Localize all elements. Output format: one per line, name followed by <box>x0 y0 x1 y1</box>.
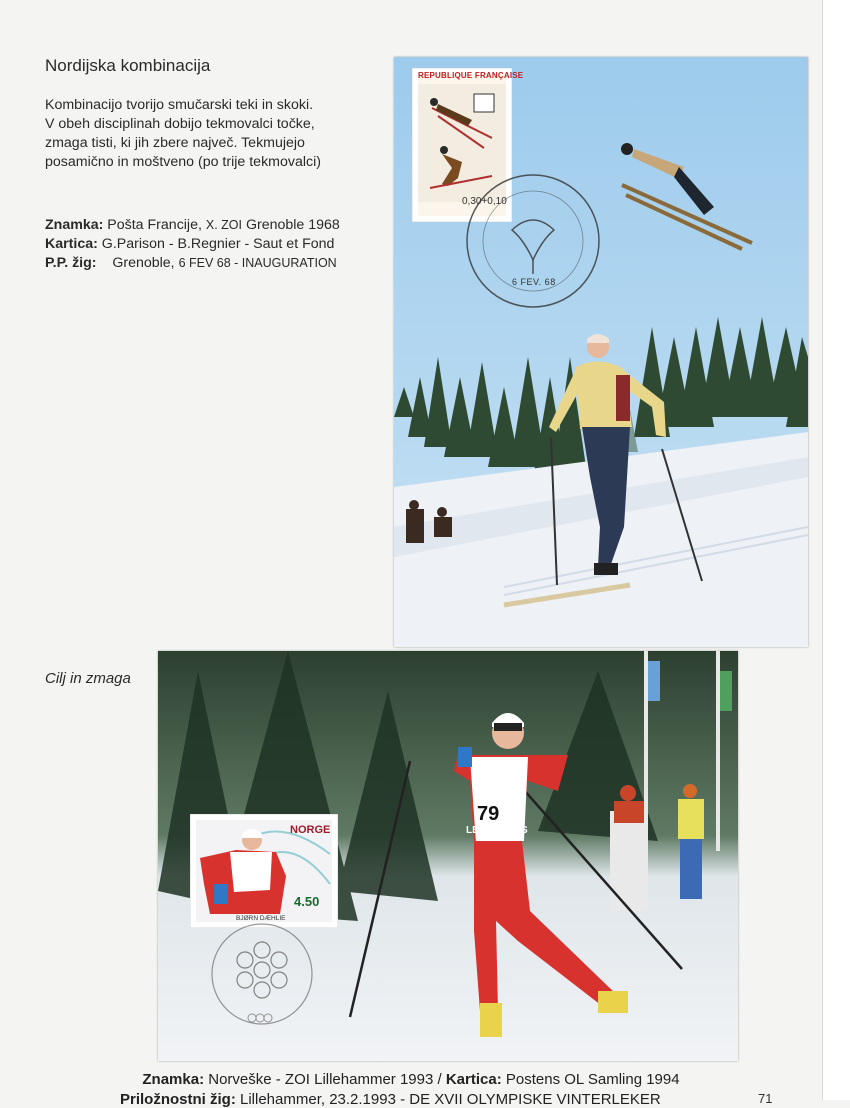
znamka-line <box>45 216 340 235</box>
footer-znamka-value: Norveške - ZOI Lillehammer 1993 / <box>204 1071 446 1088</box>
description-line: zmaga tisti, ki jih zbere največ. Tekmujejo <box>45 135 305 151</box>
stamp2-value: 4.50 <box>294 894 320 909</box>
postmark1-date: 6 FEV. 68 <box>512 277 556 287</box>
kartica-line <box>45 235 340 254</box>
description-line: V obeh disciplinah dobijo tekmovalci točke, <box>45 116 315 132</box>
bib-number: 79 <box>477 803 500 825</box>
stamp1-country: REPUBLIQUE FRANÇAISE <box>418 71 524 80</box>
stamp2-country: NORGE <box>290 824 331 836</box>
section-caption: Cilj in zmaga <box>45 670 131 687</box>
bib-sponsor: LES SAISIES <box>466 825 528 836</box>
footer-zig-label: Priložnostni žig: <box>120 1091 236 1108</box>
description-line: Kombinacijo tvorijo smučarski teki in skoki. <box>45 97 314 113</box>
footer-line-1 <box>0 1071 822 1088</box>
page-heading: Nordijska kombinacija <box>45 56 211 75</box>
postmark-lillehammer <box>200 922 330 1032</box>
description-line: posamično in moštveno (po trije tekmovalci) <box>45 154 321 170</box>
footer-kartica-value: Postens OL Samling 1994 <box>501 1071 680 1088</box>
description <box>45 96 395 172</box>
pp-zig-line <box>45 254 340 273</box>
footer-zig-value: Lillehammer, 23.2.1993 - DE XVII OLYMPISKE VINTERLEKER <box>235 1091 661 1108</box>
znamka-label: Znamka: <box>45 217 104 233</box>
znamka-city: Grenoble 1968 <box>242 217 340 233</box>
footer-znamka-label: Znamka: <box>142 1071 205 1088</box>
footer-kartica-label: Kartica: <box>445 1071 502 1088</box>
pp-zig-label: P.P. žig: <box>45 255 97 271</box>
card1-metadata <box>45 216 340 273</box>
stamp2-athlete: BJØRN DÆHLIE <box>236 915 286 922</box>
pp-zig-date: 6 FEV 68 - INAUGURATION <box>178 256 337 270</box>
kartica-value: G.Parison - B.Regnier - Saut et Fond <box>101 236 335 252</box>
postmark-grenoble <box>462 170 604 312</box>
page-edge <box>822 0 850 1100</box>
znamka-value: Pošta Francije, <box>107 217 206 233</box>
pp-zig-city: Grenoble, <box>112 255 179 271</box>
znamka-zoi: X. ZOI <box>205 218 242 232</box>
page-number: 71 <box>758 1091 773 1106</box>
kartica-label: Kartica: <box>45 236 98 252</box>
stamp1-value: 0,30+0,10 <box>462 196 507 207</box>
